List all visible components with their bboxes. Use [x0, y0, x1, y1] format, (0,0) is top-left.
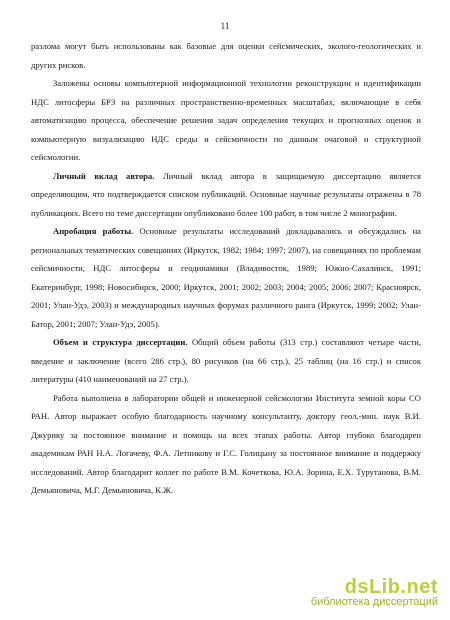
watermark-logo: dsLib.net — [344, 576, 438, 598]
paragraph-structure — [31, 333, 421, 389]
paragraph-acknowledgements — [31, 389, 421, 500]
paragraph-text: Личный вклад автора в защищаемую диссертацию является определяющим, что подтверждается списком публикаций. Основные научные результаты отражены в 78 публикациях. Всего по теме диссертации опубликовано более 100 работ, в том числе 2 монографии. — [31, 170, 421, 218]
document-body — [31, 37, 421, 500]
paragraph-lead: Личный вклад автора. — [53, 170, 155, 181]
paragraph-text: разлома могут быть использованы как базовые для оценки сейсмических, эколого-геологических и других рисков. — [31, 41, 421, 70]
watermark — [311, 576, 438, 608]
paragraph-text: Основные результаты исследований докладывались и обсуждались на региональных тематических совещаниях (Иркутск, 1982; 1984; 1997; 2007), на совещаниях по проблемам сейсмичности, НДС литосферы и геодинамики (Владивосток, 1989; Южно-Сахалинск, 1991; Екатеринбург, 1998; Новосибирск, 2000; Иркутск, 2001; 2002; 2003; 2004; 2005; 2006; 2007; Красноярск, 2001; Улан-Удэ, 2003) и международных научных форумах различного ранга (Иркутск, 1999; 2002; Улан-Батор, 2001; 2007; Улан-Удэ, 2005). — [31, 226, 421, 329]
paragraph-personal-contribution — [31, 167, 421, 223]
paragraph-text: Заложены основы компьютерной информационной технологии реконструкции и идентификации НДС литосферы БРЗ на различных пространственно-временных масштабах, включающие в себя автоматизацию процесса, обеспечение решения задач определения текущих и прогнозных оценок и компьютерную визуализацию НДС среды и сейсмичности по данным очаговой и структурной сейсмологии. — [31, 78, 421, 162]
watermark-subtitle: библиотека диссертаций — [310, 596, 438, 608]
paragraph-lead: Апробация работы. — [53, 226, 134, 236]
paragraph-lead: Объем и структура диссертации. — [53, 337, 188, 347]
page-number: 11 — [220, 21, 230, 31]
paragraph-approbation — [31, 222, 421, 333]
paragraph-technology — [31, 74, 421, 167]
paragraph-text: Общий объем работы (313 стр.) составляют четыре части, введение и заключение (всего 286 стр.), 80 рисунков (на 66 стр.), 25 таблиц (на 16 стр.) и список литературы (410 наименований на 27 стр.). — [31, 337, 421, 384]
paragraph-risks — [31, 37, 421, 74]
paragraph-text: Работа выполнена в лаборатории общей и инженерной сейсмологии Института земной коры СО РАН. Автор выражает особую благодарность научному консультанту, доктору геол.-мин. наук В.И. Джурику за постоянное внимание и помощь на всех этапах работы. Автор глубоко благодарен академикам РАН Н.А. Логачеву, Ф.А. Летникову и Г.С. Голицыну за постоянное внимание и поддержку исследований. Автор благодарит коллег по работе В.М. Кочеткова, Ю.А. Зорина, Е.Х. Турутанова, В.М. Демьяновича, М.Г. Демьяновича, К.Ж. — [31, 392, 421, 495]
